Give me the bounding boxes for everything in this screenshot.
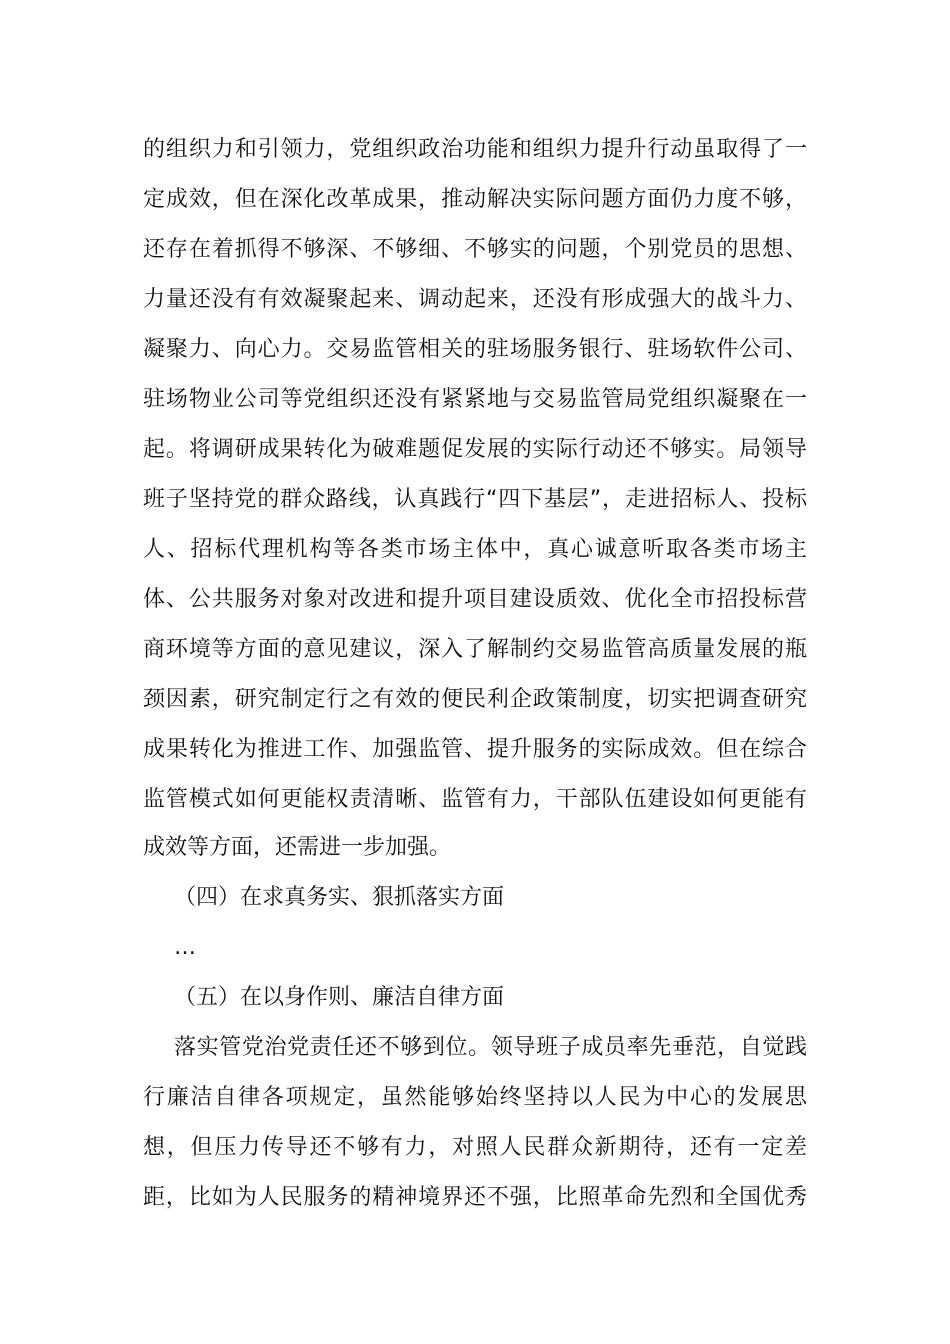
text-line: 想，但压力传导还不够有力，对照人民群众新期待，还有一定差 (143, 1135, 807, 1160)
text-line: 颈因素，研究制定行之有效的便民利企政策制度，切实把调查研究 (143, 687, 807, 712)
text-line: 体、公共服务对象对改进和提升项目建设质效、优化全市招投标营 (143, 587, 807, 612)
text-line: 落实管党治党责任还不够到位。领导班子成员率先垂范，自觉践 (174, 1035, 807, 1060)
text-line: 监管模式如何更能权责清晰、监管有力，干部队伍建设如何更能有 (143, 787, 807, 812)
text-line: 起。将调研成果转化为破难题促发展的实际行动还不够实。局领导 (143, 437, 807, 462)
text-line: 距，比如为人民服务的精神境界还不强，比照革命先烈和全国优秀 (143, 1185, 807, 1210)
text-line: 商环境等方面的意见建议，深入了解制约交易监管高质量发展的瓶 (143, 637, 807, 662)
text-line: 力量还没有有效凝聚起来、调动起来，还没有形成强大的战斗力、 (143, 287, 807, 312)
text-line: 驻场物业公司等党组织还没有紧紧地与交易监管局党组织凝聚在一 (143, 387, 807, 412)
text-line: 定成效，但在深化改革成果，推动解决实际问题方面仍力度不够， (143, 187, 807, 212)
section-4-heading: （四）在求真务实、狠抓落实方面 (174, 885, 505, 910)
text-line: 成效等方面，还需进一步加强。 (143, 835, 452, 860)
text-line: 还存在着抓得不够深、不够细、不够实的问题，个别党员的思想、 (143, 237, 807, 262)
section-5-heading: （五）在以身作则、廉洁自律方面 (174, 985, 505, 1010)
text-line: 凝聚力、向心力。交易监管相关的驻场服务银行、驻场软件公司、 (143, 337, 807, 362)
text-line: 成果转化为推进工作、加强监管、提升服务的实际成效。但在综合 (143, 737, 807, 762)
text-line: 班子坚持党的群众路线，认真践行“四下基层”，走进招标人、投标 (143, 487, 807, 512)
text-line: 行廉洁自律各项规定，虽然能够始终坚持以人民为中心的发展思 (143, 1085, 807, 1110)
text-line: 人、招标代理机构等各类市场主体中，真心诚意听取各类市场主 (143, 537, 807, 562)
ellipsis: … (174, 935, 196, 960)
text-line: 的组织力和引领力，党组织政治功能和组织力提升行动虽取得了一 (143, 137, 807, 162)
